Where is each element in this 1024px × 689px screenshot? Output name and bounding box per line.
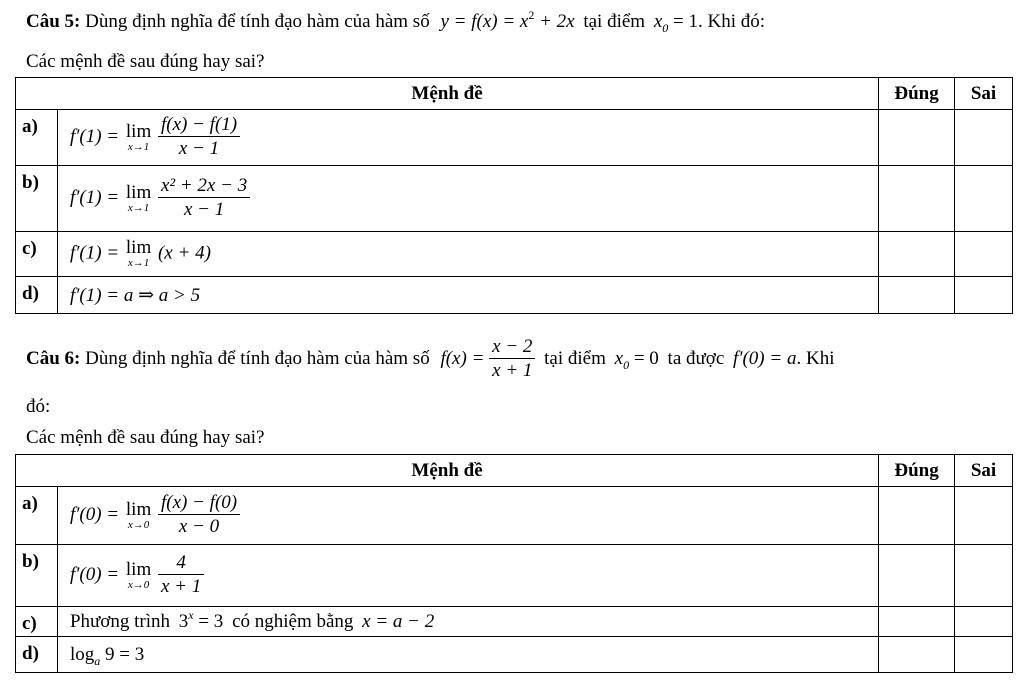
- header-statement: Mệnh đề: [16, 78, 879, 110]
- q6-intro: Dùng định nghĩa để tính đạo hàm của hàm số: [85, 347, 430, 369]
- q6-then: . Khi: [796, 347, 835, 369]
- header-false: Sai: [955, 78, 1013, 110]
- row-label: d): [22, 643, 39, 664]
- table-header-row: [16, 78, 1013, 110]
- q5-prompt: Các mệnh đề sau đúng hay sai?: [26, 51, 265, 72]
- true-checkbox-cell[interactable]: [879, 487, 955, 545]
- false-checkbox-cell[interactable]: [955, 607, 1013, 637]
- true-checkbox-cell[interactable]: [879, 232, 955, 277]
- header-statement: Mệnh đề: [16, 455, 879, 487]
- table-row: [16, 545, 1013, 607]
- row-label: a): [22, 116, 38, 137]
- true-checkbox-cell[interactable]: [879, 166, 955, 232]
- q5-table: [15, 77, 1013, 314]
- false-checkbox-cell[interactable]: [955, 545, 1013, 607]
- false-checkbox-cell[interactable]: [955, 277, 1013, 314]
- q5-label: Câu 5:: [26, 11, 81, 32]
- true-checkbox-cell[interactable]: [879, 277, 955, 314]
- true-checkbox-cell[interactable]: [879, 607, 955, 637]
- statement-cell: f′(1) = a ⇒ a > 5: [57, 277, 878, 314]
- row-label: d): [22, 283, 39, 304]
- q6-table: [15, 454, 1013, 673]
- header-true: Đúng: [879, 78, 955, 110]
- fraction: $\frac{\text{x² + 2x − 3}}{x - 1}$: [158, 175, 250, 222]
- false-checkbox-cell[interactable]: [955, 166, 1013, 232]
- q6-at-point: tại điểm: [544, 347, 606, 369]
- table-row: [16, 487, 1013, 545]
- q5-at-point: tại điểm: [583, 11, 646, 32]
- q5-x0: $x_0 = 1$: [653, 11, 698, 35]
- false-checkbox-cell[interactable]: [955, 487, 1013, 545]
- q6-function-fraction: $\frac{x - 2}{x + 1}$: [489, 336, 535, 383]
- q6-prompt: Các mệnh đề sau đúng hay sai?: [26, 427, 265, 448]
- statement-cell: f′(1) = lim x→1 $\frac{\text{x² + 2x − 3}}{x - 1}$: [57, 166, 878, 232]
- statement-cell: f′(0) = lim x→0 $\frac{4}{x + 1}$: [57, 545, 878, 607]
- true-checkbox-cell[interactable]: [879, 637, 955, 673]
- q6-statement: [26, 336, 834, 383]
- q6-then-continued: đó:: [26, 396, 51, 417]
- row-label: c): [22, 613, 37, 634]
- table-row: [16, 607, 1013, 637]
- header-true: Đúng: [879, 455, 955, 487]
- table-row: [16, 637, 1013, 673]
- fraction: $\frac{f(x) - f(1)}{x - 1}$: [158, 114, 240, 161]
- q6-label: Câu 6:: [26, 347, 81, 369]
- q5-statement: [26, 8, 766, 35]
- q6-x0: $x_0 = 0$: [614, 347, 659, 372]
- fraction: $\frac{f(x) - f(0)}{x - 0}$: [158, 492, 240, 539]
- row-label: c): [22, 238, 37, 259]
- false-checkbox-cell[interactable]: [955, 232, 1013, 277]
- true-checkbox-cell[interactable]: [879, 545, 955, 607]
- row-label: b): [22, 172, 39, 193]
- q5-function: $y = f(x) = x^2 + 2x$: [440, 8, 575, 32]
- statement-cell: f′(1) = lim x→1 (x + 4): [57, 232, 878, 277]
- fraction: $\frac{4}{x + 1}$: [158, 552, 204, 599]
- true-checkbox-cell[interactable]: [879, 110, 955, 166]
- table-row: [16, 110, 1013, 166]
- statement-cell: Phương trình 3$^x$ = 3 có nghiệm bằng x = a − 2: [57, 607, 878, 637]
- false-checkbox-cell[interactable]: [955, 637, 1013, 673]
- statement-cell: f′(0) = lim x→0 $\frac{f(x) - f(0)}{x - 0}$: [57, 487, 878, 545]
- statement-cell: $\log_a 9 = 3$: [57, 637, 878, 673]
- q6-function-lhs: f(x) =: [440, 347, 485, 369]
- q5-then: . Khi đó:: [697, 11, 766, 32]
- row-label: b): [22, 551, 39, 572]
- table-header-row: [16, 455, 1013, 487]
- table-row: [16, 277, 1013, 314]
- table-row: [16, 232, 1013, 277]
- header-false: Sai: [955, 455, 1013, 487]
- statement-cell: f′(1) = lim x→1 $\frac{f(x) - f(1)}{x - 1}$: [57, 110, 878, 166]
- q6-result-prefix: ta được: [667, 347, 725, 369]
- q6-result: f′(0) = a: [733, 347, 797, 369]
- q5-intro: Dùng định nghĩa để tính đạo hàm của hàm số: [85, 11, 430, 32]
- false-checkbox-cell[interactable]: [955, 110, 1013, 166]
- row-label: a): [22, 493, 38, 514]
- table-row: [16, 166, 1013, 232]
